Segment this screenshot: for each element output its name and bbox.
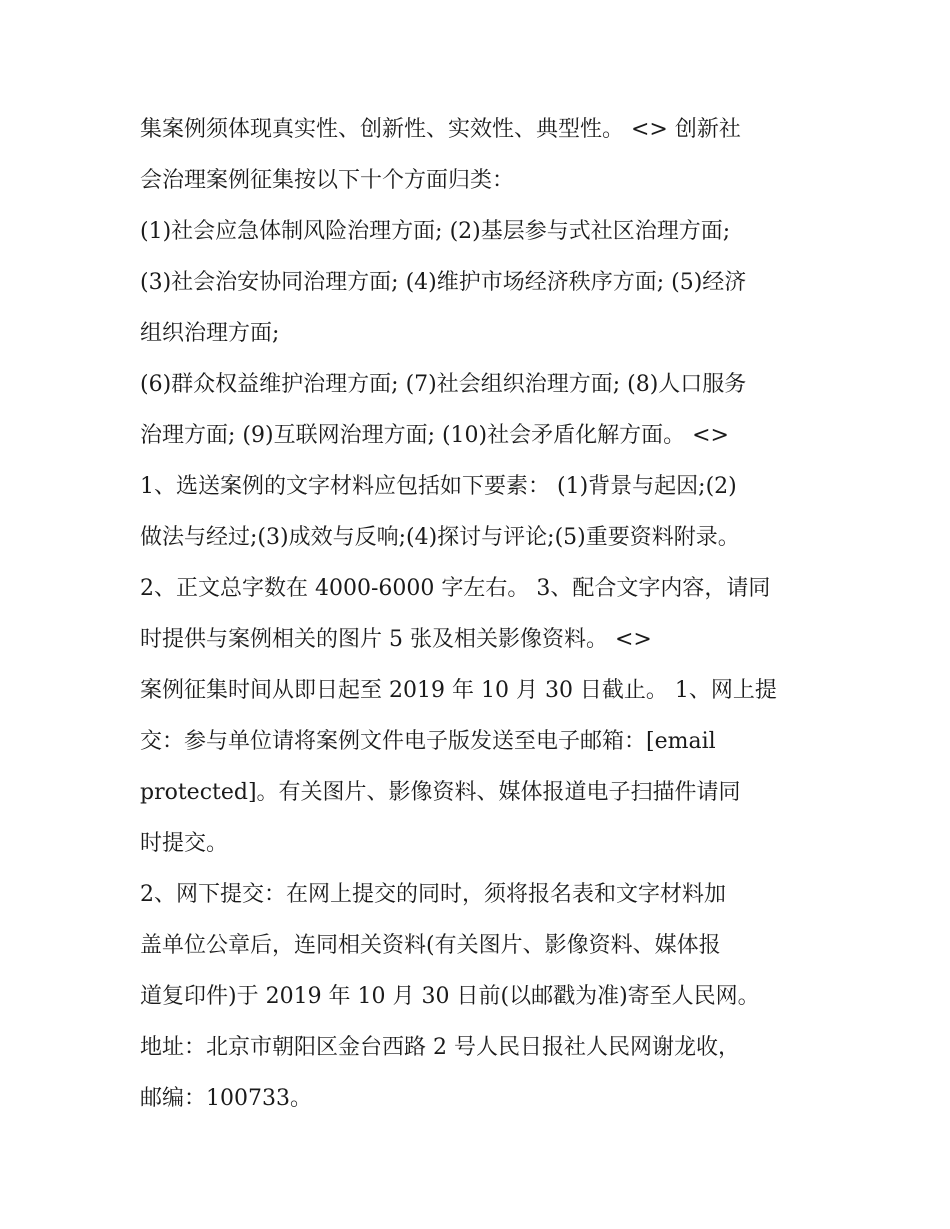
text-line: 地址：北京市朝阳区金台西路 2 号人民日报社人民网谢龙收， (140, 1035, 740, 1060)
text-line: 1、选送案例的文字材料应包括如下要素： (1)背景与起因;(2) (140, 474, 737, 499)
text-line: 治理方面; (9)互联网治理方面; (10)社会矛盾化解方面。 <> (140, 423, 729, 448)
text-line: 做法与经过;(3)成效与反响;(4)探讨与评论;(5)重要资料附录。 (140, 525, 740, 550)
text-line: 时提交。 (140, 831, 229, 856)
text-line: 邮编：100733。 (140, 1086, 312, 1111)
text-line: (3)社会治安协同治理方面; (4)维护市场经济秩序方面; (5)经济 (140, 270, 747, 295)
paragraph-categories-1 (140, 206, 820, 359)
paragraph-word-count (140, 563, 820, 665)
text-line: (6)群众权益维护治理方面; (7)社会组织治理方面; (8)人口服务 (140, 372, 747, 397)
text-line: protected]。有关图片、影像资料、媒体报道电子扫描件请同 (140, 780, 741, 805)
text-line: (1)社会应急体制风险治理方面; (2)基层参与式社区治理方面; (140, 219, 731, 244)
text-line: 会治理案例征集按以下十个方面归类： (140, 168, 515, 193)
paragraph-offline-submission (140, 869, 820, 1124)
text-line: 案例征集时间从即日起至 2019 年 10 月 30 日截止。 1、网上提 (140, 678, 777, 703)
text-line: 2、网下提交：在网上提交的同时，须将报名表和文字材料加 (140, 882, 726, 907)
text-line: 2、正文总字数在 4000-6000 字左右。 3、配合文字内容，请同 (140, 576, 771, 601)
document-body (140, 104, 820, 1124)
paragraph-intro (140, 104, 820, 206)
text-line: 集案例须体现真实性、创新性、实效性、典型性。 <> 创新社 (140, 117, 741, 142)
text-line: 盖单位公章后，连同相关资料(有关图片、影像资料、媒体报 (140, 933, 721, 958)
paragraph-requirements (140, 461, 820, 563)
text-line: 组织治理方面; (140, 321, 280, 346)
text-line: 道复印件)于 2019 年 10 月 30 日前(以邮戳为准)寄至人民网。 (140, 984, 760, 1009)
paragraph-online-submission (140, 665, 820, 869)
paragraph-categories-2 (140, 359, 820, 461)
text-line: 交：参与单位请将案例文件电子版发送至电子邮箱：[email (140, 729, 716, 754)
text-line: 时提供与案例相关的图片 5 张及相关影像资料。 <> (140, 627, 652, 652)
